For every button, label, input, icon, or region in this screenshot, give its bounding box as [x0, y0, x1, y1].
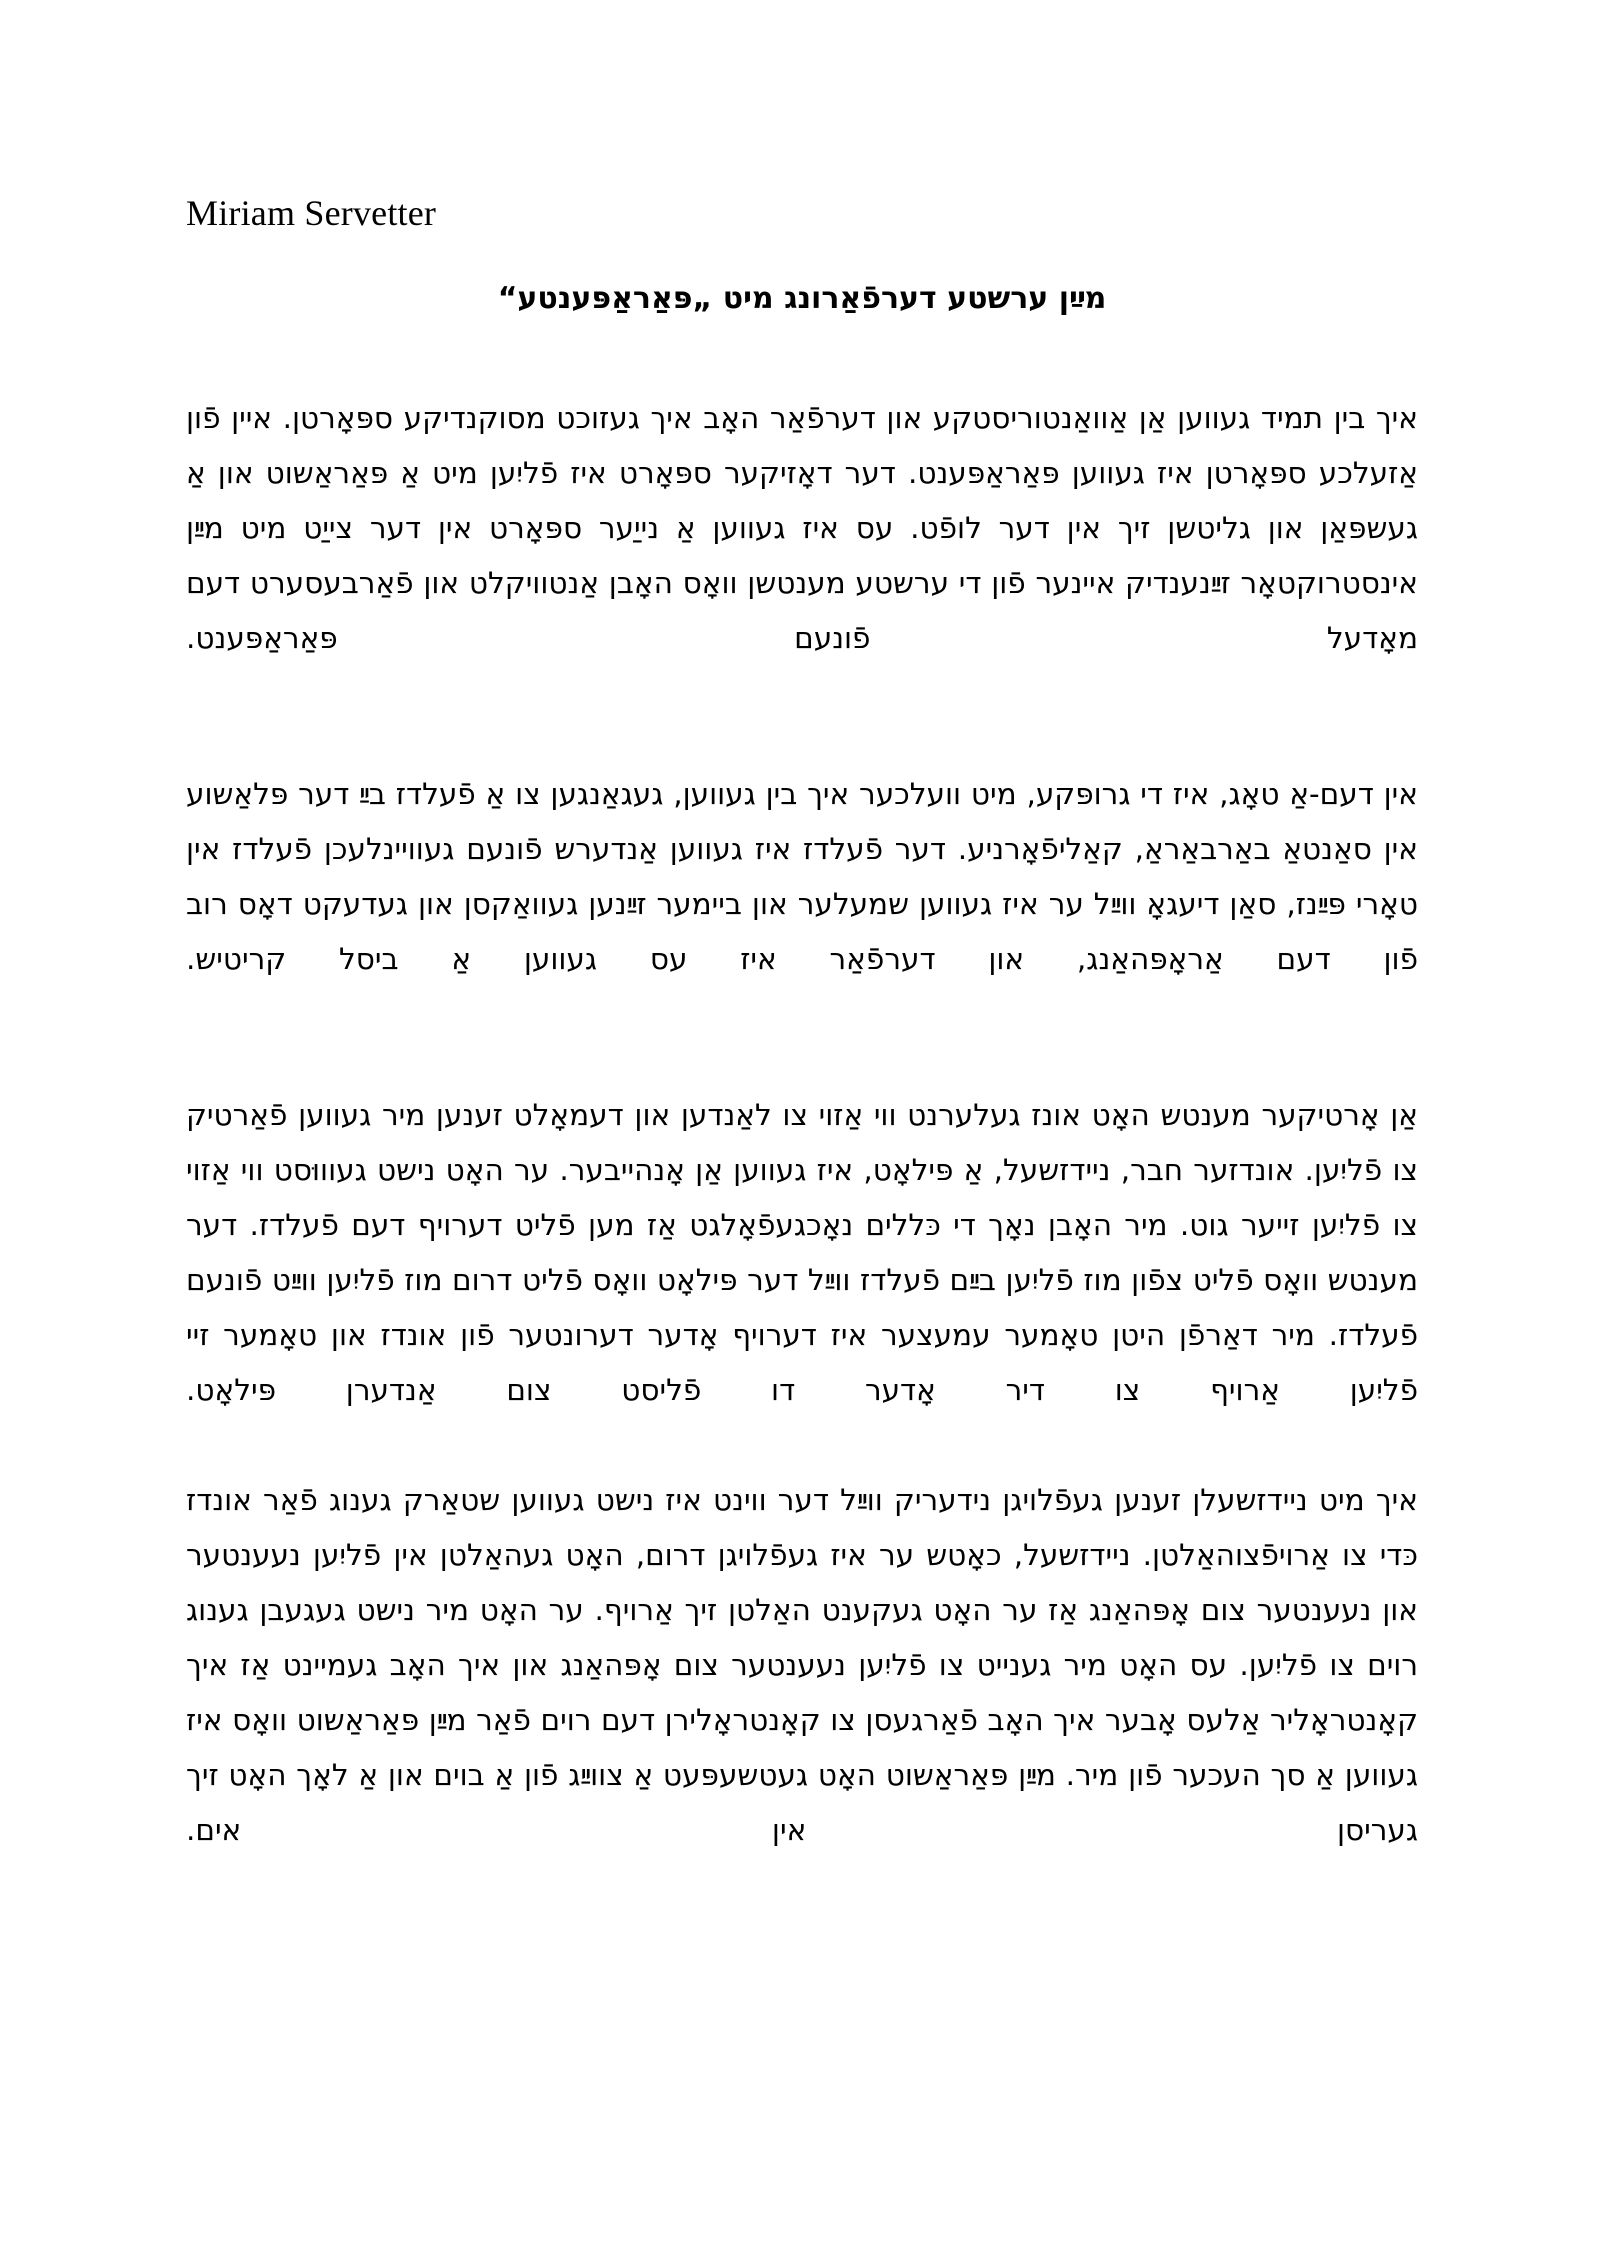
body-paragraph: איך מיט ניידזשעלן זענען געפֿלויגן נידעריק ווײַל דער ווינט איז נישט געווען שטאַרק גענוג פֿאַר אונדז כּדי צו אַרויפֿצוהאַלטן. ניידזשעל, כאָטש ער איז געפֿלויגן דרום, האָט געהאַלטן אין פֿליִען נעענטער און נעענטער צום אָפּהאַנג אַז ער האָט געקענט האַלטן זיך אַרויף. ער האָט מיר נישט געגעבן גענוג רוים צו פֿליִען. עס האָט מיר גענייט צו פֿליִען נעענטער צום אָפּהאַנג און איך האָב געמיינט אַז איך קאָנטראָליר אַלעס אָבער איך האָב פֿאַרגעסן צו קאָנטראָלירן דעם רוים פֿאַר מײַן פּאַראַשוט וואָס איז געווען אַ סך העכער פֿון מיר. מײַן פּאַראַשוט האָט געטשעפּעט אַ צווײַג פֿון אַ בוים און אַ לאָך האָט זיך געריסן אין אים.: [186, 1483, 1418, 1848]
body-paragraph: איך בין תמיד געווען אַן אַוואַנטוריסטקע און דערפֿאַר האָב איך געזוכט מסוקנדיקע ספּאָרטן. איין פֿון אַזעלכע ספּאָרטן איז געווען פּאַראַפּענט. דער דאָזיקער ספּאָרט איז פֿליִען מיט אַ פּאַראַשוט און אַ געשפּאַן און גליטשן זיך אין דער לופֿט. עס איז געווען אַ נייַער ספּאָרט אין דער צייַט מיט מײַן אינסטרוקטאָר זײַנענדיק איינער פֿון די ערשטע מענטשן וואָס האָבן אַנטוויקלט און פֿאַרבעסערט דעם מאָדעל פֿונעם פּאַראַפּענט.: [186, 401, 1418, 656]
document-body: [186, 391, 1418, 1913]
page-content: [186, 0, 1418, 1913]
document-title: מײַן ערשטע דערפֿאַרונג מיט „פּאַראַפּענטע“: [497, 280, 1107, 316]
author-byline: Miriam Servetter: [186, 193, 437, 233]
body-paragraph: אַן אָרטיקער מענטש האָט אונז געלערנט ווי אַזוי צו לאַנדען און דעמאָלט זענען מיר געווען פֿאַרטיק צו פֿליִען. אונדזער חבר, ניידזשעל, אַ פּילאָט, איז געווען אַן אָנהייבער. ער האָט נישט געוווּסט ווי אַזוי צו פֿליִען זייער גוט. מיר האָבן נאָך די כּללים נאָכגעפֿאָלגט אַז מען פֿליט דערויף דעם פֿעלדז. דער מענטש וואָס פֿליט צפֿון מוז פֿליִען בײַם פֿעלדז ווײַל דער פּילאָט וואָס פֿליט דרום מוז פֿליִען ווײַט פֿונעם פֿעלדז. מיר דאַרפֿן היטן טאָמער עמעצער איז דערויף אָדער דערונטער פֿון אונדז און טאָמער זיי פֿליִען אַרויף צו דיר אָדער דו פֿליסט צום אַנדערן פּילאָט.: [186, 1098, 1418, 1408]
body-paragraph: אין דעם-אַ טאָג, איז די גרופּקע, מיט וועלכער איך בין געווען, געגאַנגען צו אַ פֿעלדז בײַ דער פּלאַשוע אין סאַנטאַ באַרבאַראַ, קאַליפֿאָרניע. דער פֿעלדז איז געווען אַנדערש פֿונעם געוויינלעכן פֿעלדז אין טאָרי פּײַנז, סאַן דיעגאָ ווײַל ער איז געווען שמעלער און ביימער זײַנען געוואַקסן און געדעקט דאָס רוב פֿון דעם אַראָפּהאַנג, און דערפֿאַר איז עס געווען אַ ביסל קריטיש.: [186, 777, 1418, 977]
